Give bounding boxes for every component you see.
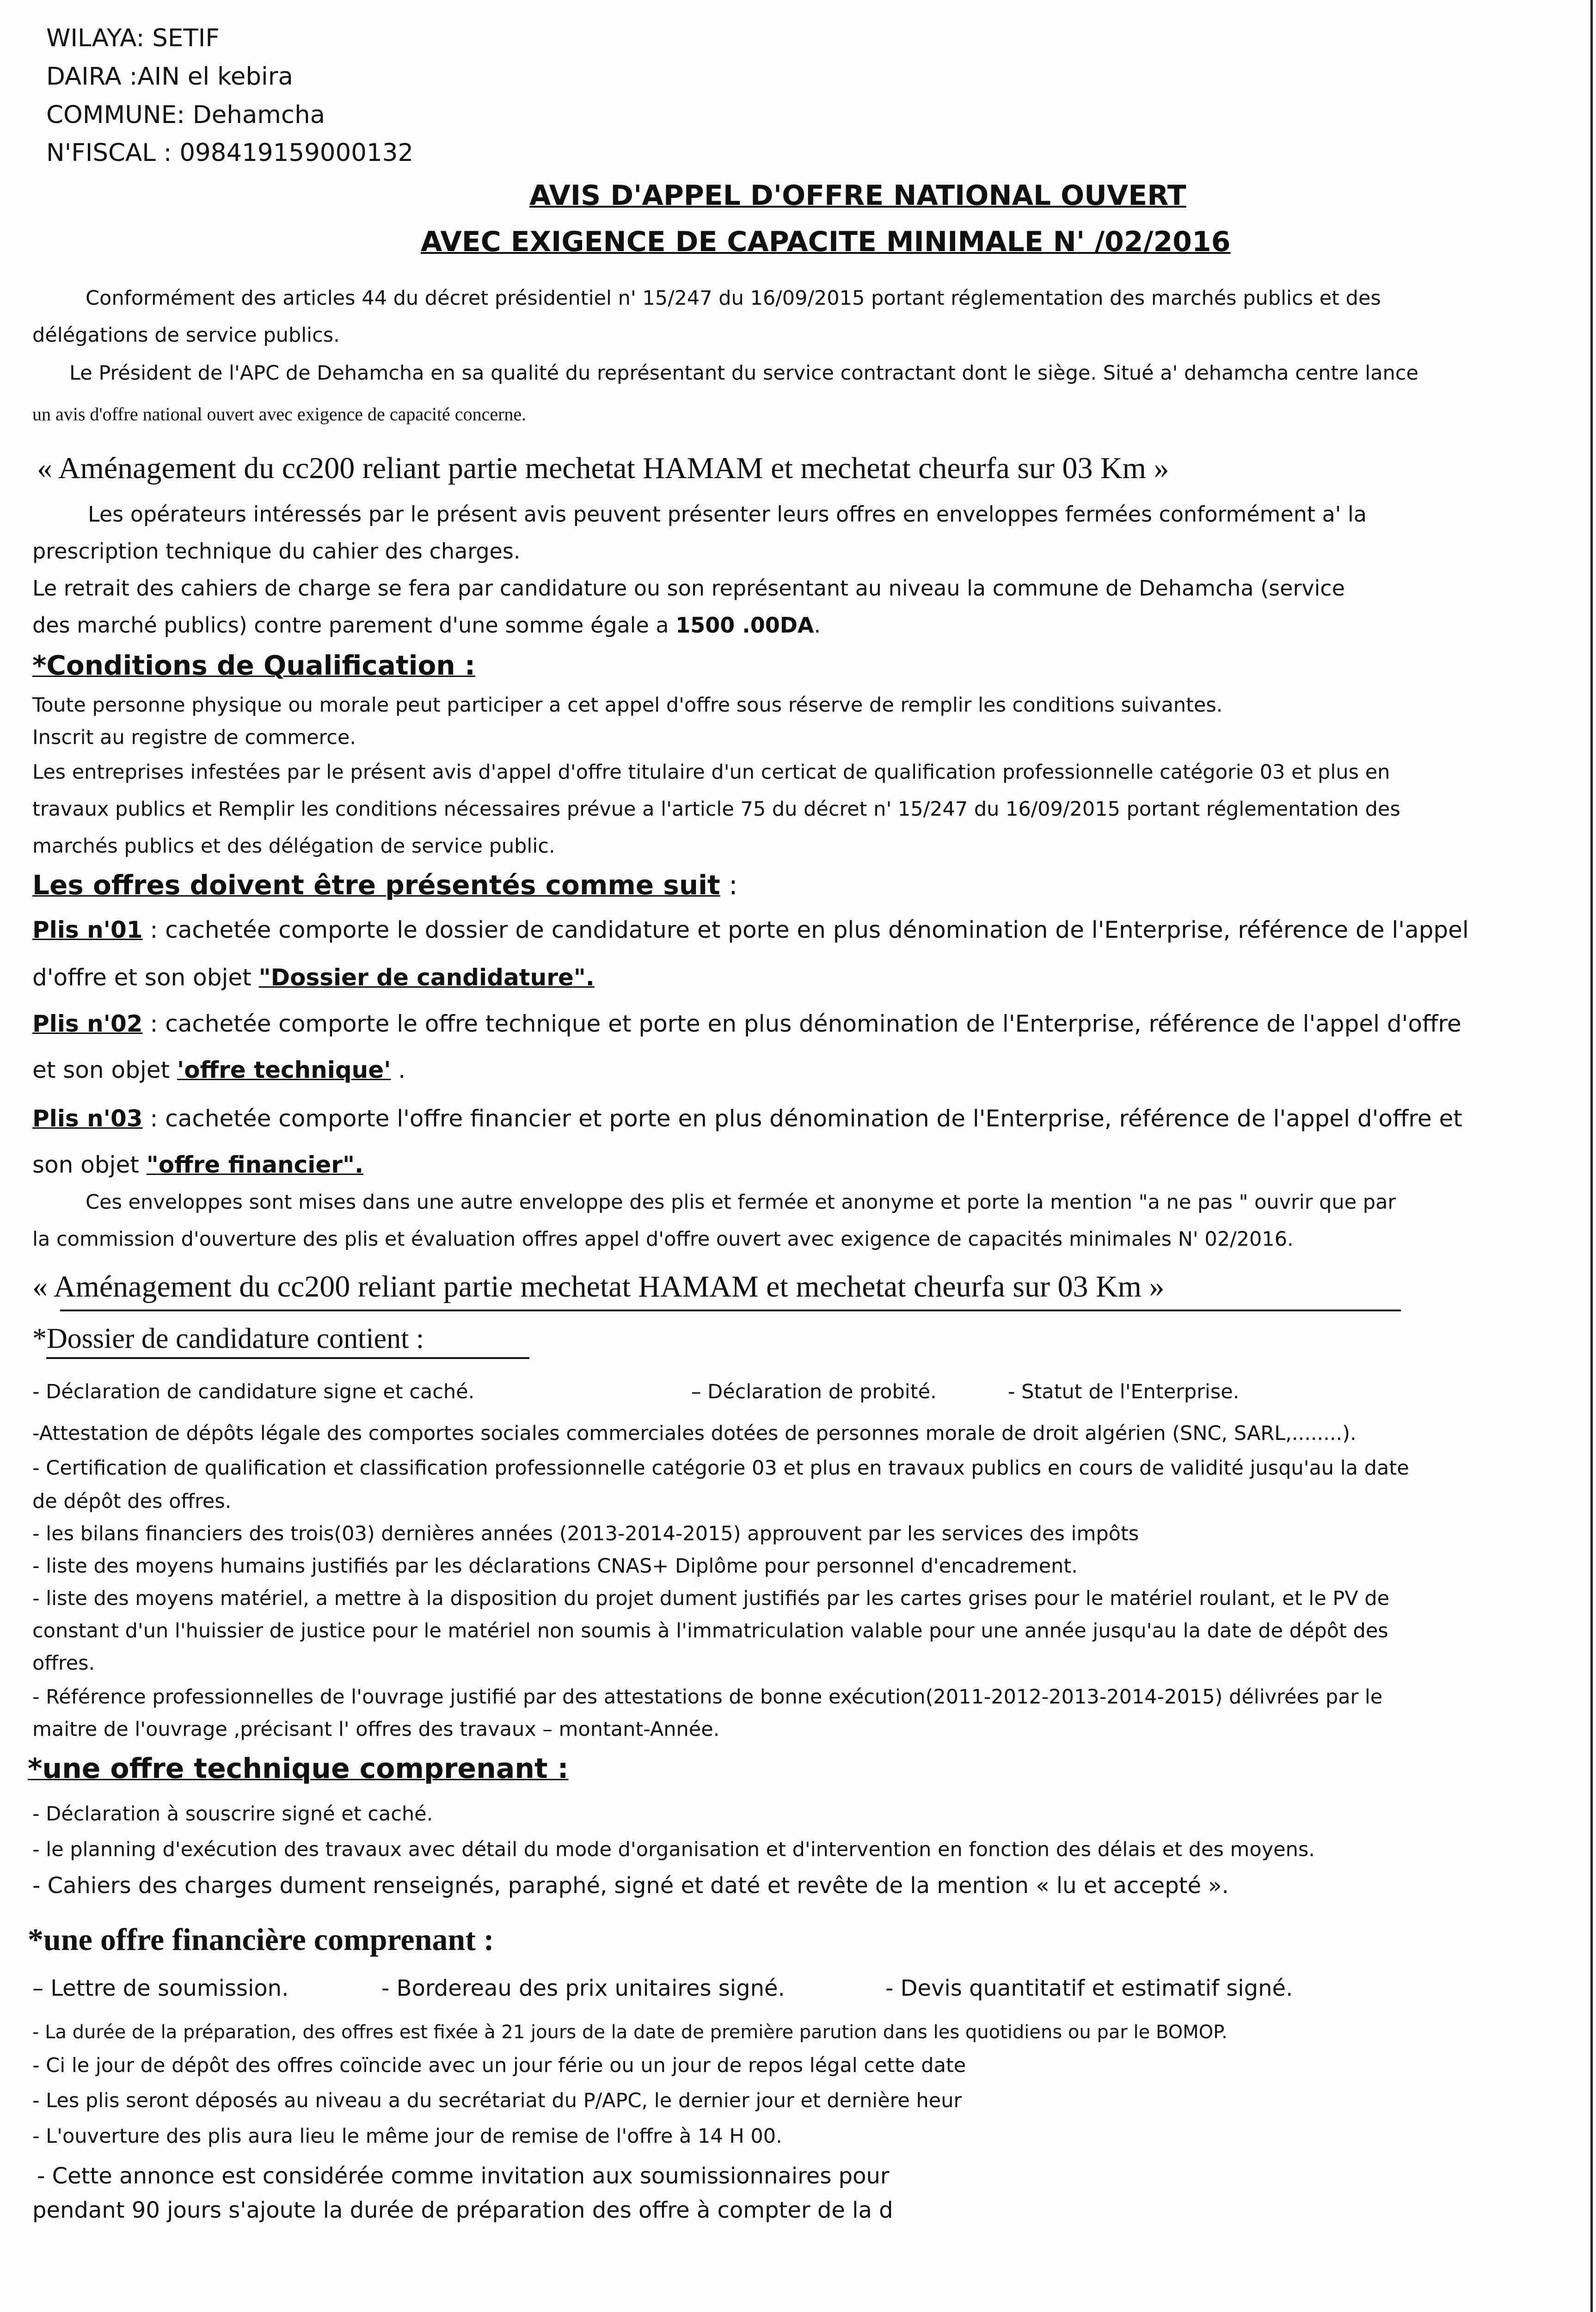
plis-02-label: Plis n'02	[32, 1010, 143, 1037]
financiere-line-3: - Les plis seront déposés au niveau a du secrétariat du P/APC, le dernier jour et dernière heur	[32, 2089, 962, 2112]
financiere-line-1: - La durée de la préparation, des offres est fixée à 21 jours de la date de première parution dans les quotidiens ou par le BOMOP.	[32, 2022, 1228, 2043]
qualification-line-1: Toute personne physique ou morale peut participer a cet appel d'offre sous réserve de remplir les conditions suivantes.	[32, 694, 1223, 717]
project-title-repeat: « Aménagement du cc200 reliant partie mechetat HAMAM et mechetat cheurfa sur 03 Km »	[32, 1270, 1165, 1304]
title-rule	[60, 1310, 1401, 1311]
plis-01-line-1	[32, 916, 1469, 943]
dossier-line-8: offres.	[32, 1652, 95, 1675]
qualification-line-3: Les entreprises infestées par le présent avis d'appel d'offre titulaire d'un certicat de qualification professionnelle catégorie 03 et plus en	[32, 761, 1390, 784]
financiere-item-lettre: – Lettre de soumission.	[32, 1975, 289, 2001]
plis-03-text: : cachetée comporte l'offre financier et porte en plus dénomination de l'Enterprise, référence de l'appel d'offre et	[142, 1105, 1462, 1132]
intro-line-1: Conformément des articles 44 du décret présidentiel n' 15/247 du 16/09/2015 portant réglementation des marchés publics et des	[86, 287, 1381, 310]
technique-line-1: - Déclaration à souscrire signé et caché.	[32, 1802, 433, 1826]
dossier-line-1: -Attestation de dépôts légale des comportes sociales commerciales dotées de personnes morale de droit algérien (SNC, SARL,........).	[32, 1422, 1357, 1445]
qualification-heading: *Conditions de Qualification :	[32, 650, 476, 681]
plis-01-label: Plis n'01	[32, 916, 143, 943]
offers-heading-text: Les offres doivent être présentés comme suit	[32, 869, 720, 901]
offers-heading	[32, 869, 738, 901]
dossier-line-5: - liste des moyens humains justifiés par les déclarations CNAS+ Diplôme pour personnel d'encadrement.	[32, 1555, 1078, 1578]
qualification-line-5: marchés publics et des délégation de service public.	[32, 835, 555, 858]
project-title: « Aménagement du cc200 reliant partie mechetat HAMAM et mechetat cheurfa sur 03 Km »	[37, 451, 1169, 485]
intro-line-2: délégations de service publics.	[32, 324, 340, 347]
plis-01-line-2	[32, 964, 595, 991]
financiere-heading: *une offre financière comprenant :	[28, 1922, 494, 1957]
operators-line-4-end: .	[814, 613, 821, 638]
envelope-line-1: Ces enveloppes sont mises dans une autre enveloppe des plis et fermée et anonyme et porte la mention "a ne pas " ouvrir que par	[86, 1191, 1396, 1214]
dossier-heading-rule	[46, 1357, 529, 1359]
fiscal-number: N'FISCAL : 098419159000132	[46, 139, 414, 167]
offers-heading-colon: :	[720, 869, 738, 901]
plis-03-line-2	[32, 1151, 363, 1178]
plis-02-line-2	[32, 1057, 405, 1083]
intro-line-3: Le Président de l'APC de Dehamcha en sa qualité du représentant du service contractant dont le siège. Situé a' dehamcha centre lance	[69, 362, 1418, 385]
commune-line: COMMUNE: Dehamcha	[46, 101, 325, 129]
plis-03-line-1	[32, 1105, 1462, 1132]
operators-line-2: prescription technique du cahier des charges.	[32, 539, 521, 564]
notice-subtitle: AVEC EXIGENCE DE CAPACITE MINIMALE N' /02/2016	[421, 226, 1231, 258]
financiere-line-2: - Ci le jour de dépôt des offres coïncide avec un jour férie ou un jour de repos légal cette date	[32, 2054, 966, 2077]
technique-line-3: - Cahiers des charges dument renseignés, paraphé, signé et daté et revête de la mention « lu et accepté ».	[32, 1873, 1229, 1899]
envelope-line-2: la commission d'ouverture des plis et évaluation offres appel d'offre ouvert avec exigence de capacités minimales N' 02/2016.	[32, 1228, 1294, 1251]
dossier-heading: *Dossier de candidature contient :	[32, 1323, 424, 1354]
plis-02-text: : cachetée comporte le offre technique et porte en plus dénomination de l'Enterprise, référence de l'appel d'offre	[142, 1010, 1461, 1037]
plis-01-object: "Dossier de candidature".	[258, 964, 595, 991]
technique-line-2: - le planning d'exécution des travaux avec détail du mode d'organisation et d'intervention en fonction des délais et des moyens.	[32, 1838, 1315, 1861]
intro-line-4: un avis d'offre national ouvert avec exigence de capacité concerne.	[32, 404, 527, 424]
plis-02-object-prefix: et son objet	[32, 1057, 177, 1083]
financiere-item-bordereau: - Bordereau des prix unitaires signé.	[381, 1975, 785, 2001]
financiere-line-6: pendant 90 jours s'ajoute la durée de préparation des offre à compter de la d	[32, 2197, 893, 2223]
daira-line: DAIRA :AIN el kebira	[46, 62, 294, 91]
dossier-line-2: - Certification de qualification et classification professionnelle catégorie 03 et plus en travaux publics en cours de validité jusqu'au la date	[32, 1457, 1409, 1480]
notice-title: AVIS D'APPEL D'OFFRE NATIONAL OUVERT	[529, 179, 1186, 212]
dossier-line-3: de dépôt des offres.	[32, 1490, 232, 1513]
dossier-line-7: constant d'un l'huissier de justice pour le matériel non soumis à l'immatriculation valable pour une année jusqu'au la date de dépôt des	[32, 1619, 1388, 1642]
dossier-line-9: - Référence professionnelles de l'ouvrage justifié par des attestations de bonne exécution(2011-2012-2013-2014-2015) délivrées par le	[32, 1685, 1383, 1709]
dossier-line-6: - liste des moyens matériel, a mettre à la disposition du projet dument justifiés par les cartes grises pour le matériel roulant, et le PV de	[32, 1587, 1390, 1610]
financiere-line-5: - Cette annonce est considérée comme invitation aux soumissionnaires pour	[37, 2163, 890, 2189]
plis-03-label: Plis n'03	[32, 1105, 143, 1132]
plis-01-object-prefix: d'offre et son objet	[32, 964, 259, 991]
plis-03-object: "offre financier".	[146, 1151, 363, 1178]
plis-02-line-1	[32, 1010, 1461, 1037]
qualification-line-2: Inscrit au registre de commerce.	[32, 726, 356, 749]
qualification-line-4: travaux publics et Remplir les conditions nécessaires prévue a l'article 75 du décret n' 15/247 du 16/09/2015 portant réglementation des	[32, 798, 1400, 821]
plis-01-text: : cachetée comporte le dossier de candidature et porte en plus dénomination de l'Enterprise, référence de l'appel	[142, 916, 1469, 943]
operators-line-4	[32, 613, 821, 638]
operators-line-4-text: des marché publics) contre parement d'une somme égale a	[32, 613, 676, 638]
plis-02-object: 'offre technique'	[177, 1057, 391, 1083]
financiere-item-devis: - Devis quantitatif et estimatif signé.	[885, 1975, 1293, 2001]
financiere-line-4: - L'ouverture des plis aura lieu le même jour de remise de l'offre à 14 H 00.	[32, 2125, 782, 2148]
withdrawal-fee: 1500 .00DA	[675, 613, 814, 638]
technique-heading: *une offre technique comprenant :	[28, 1752, 569, 1785]
plis-03-object-prefix: son objet	[32, 1151, 147, 1178]
wilaya-line: WILAYA: SETIF	[46, 24, 220, 52]
dossier-item-statut: - Statut de l'Enterprise.	[1008, 1380, 1240, 1403]
dossier-item-declaration: - Déclaration de candidature signe et caché.	[32, 1380, 475, 1403]
plis-02-object-end: .	[391, 1057, 406, 1083]
dossier-line-4: - les bilans financiers des trois(03) dernières années (2013-2014-2015) approuvent par les services des impôts	[32, 1522, 1139, 1545]
dossier-line-10: maitre de l'ouvrage ,précisant l' offres des travaux – montant-Année.	[32, 1718, 720, 1741]
operators-line-3: Le retrait des cahiers de charge se fera par candidature ou son représentant au niveau la commune de Dehamcha (service	[32, 576, 1345, 601]
operators-line-1: Les opérateurs intéressés par le présent avis peuvent présenter leurs offres en enveloppes fermées conformément a' la	[88, 502, 1367, 527]
dossier-item-probite: – Déclaration de probité.	[691, 1380, 937, 1403]
page-border	[1590, 0, 1593, 2312]
